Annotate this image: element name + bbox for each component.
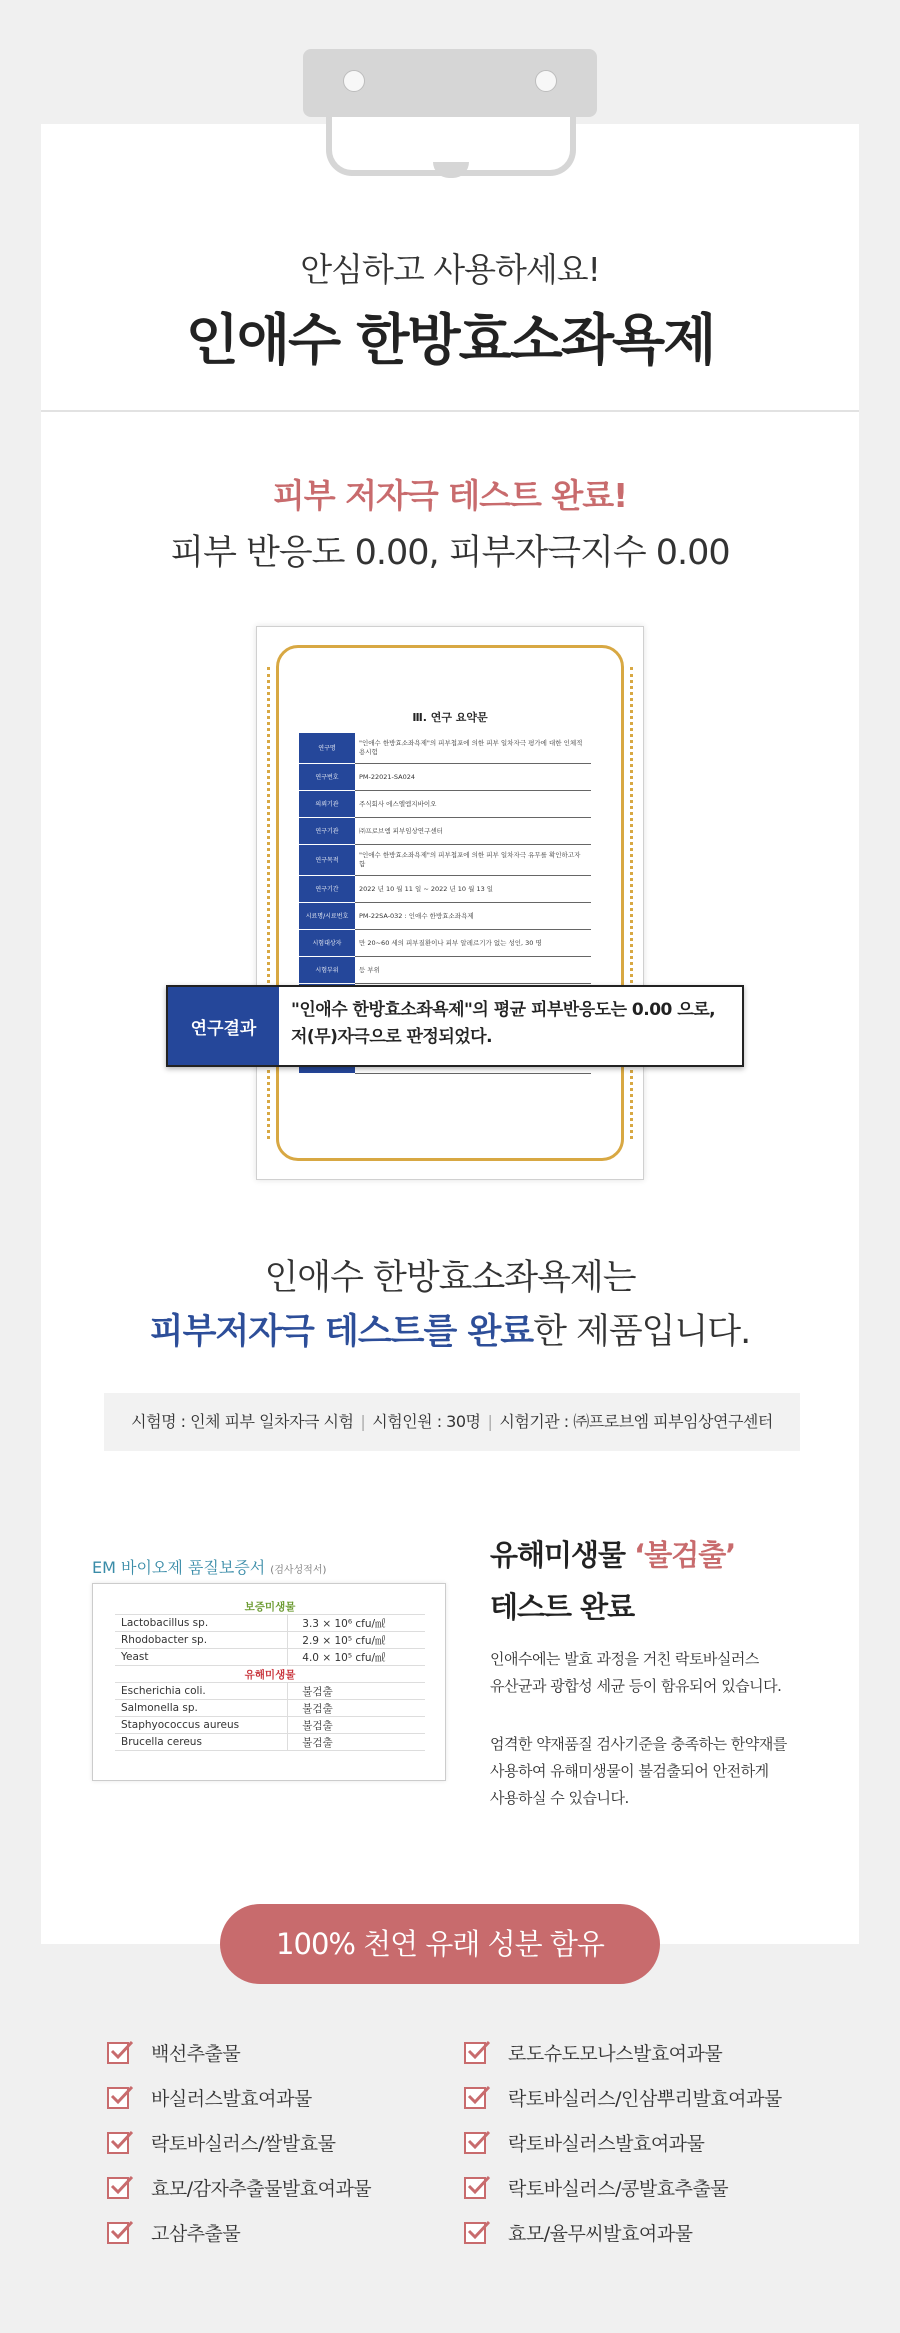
microbe-value: 불검출 xyxy=(288,1683,425,1700)
ingredient-name: 고삼추출물 xyxy=(151,2223,241,2245)
list-item xyxy=(107,2165,371,2210)
ingredient-name: 락토바실러스발효여과물 xyxy=(508,2133,705,2155)
cert-row-value: PM-22021-SA024 xyxy=(355,764,591,791)
skin-test-title: 피부 저자극 테스트 완료! xyxy=(272,476,628,515)
cert-row xyxy=(299,930,591,957)
beneficial-header: 보증미생물 xyxy=(115,1598,425,1615)
microbe-title-highlight: ‘불검출’ xyxy=(634,1538,736,1572)
microbe-value: 불검출 xyxy=(288,1734,425,1751)
clipboard-clip-icon xyxy=(303,49,597,117)
paragraph-line: 엄격한 약재품질 검사기준을 충족하는 한약재를 xyxy=(490,1735,787,1753)
em-title-text: EM 바이오제 품질보증서 xyxy=(92,1558,266,1577)
microbe-paragraph-1 xyxy=(490,1646,850,1700)
certificate-dots-right xyxy=(630,667,633,1139)
cert-row xyxy=(299,957,591,984)
checkbox-checked-icon xyxy=(464,2177,486,2199)
checkbox-checked-icon xyxy=(107,2177,129,2199)
result-line-2: 저(무)자극으로 판정되었다. xyxy=(291,1027,493,1047)
cert-row-value: 등 부위 xyxy=(355,957,591,984)
cert-row-value: PM-22SA-032 : 인애수 한방효소좌욕제 xyxy=(355,903,591,930)
result-key: 연구결과 xyxy=(168,987,279,1065)
list-item xyxy=(464,2165,782,2210)
checkbox-checked-icon xyxy=(464,2087,486,2109)
conclusion-rest: 한 제품입니다. xyxy=(533,1312,751,1352)
microbe-title-prefix: 유해미생물 xyxy=(490,1538,635,1572)
cert-row xyxy=(299,733,591,764)
checkbox-checked-icon xyxy=(107,2222,129,2244)
cert-row-value: 주식회사 에스엘엠지바이오 xyxy=(355,791,591,818)
microbe-value: 3.3 × 10⁶ cfu/㎖ xyxy=(288,1615,425,1632)
cert-row-key: 시료명/시료번호 xyxy=(299,903,355,930)
conclusion-line-2 xyxy=(0,1304,900,1354)
cert-row xyxy=(299,845,591,876)
table-row xyxy=(115,1717,425,1734)
cert-row-key: 연구기간 xyxy=(299,876,355,903)
ingredient-name: 효모/율무씨발효여과물 xyxy=(508,2223,693,2245)
microbe-title xyxy=(490,1533,735,1574)
harmful-header: 유해미생물 xyxy=(115,1666,425,1683)
result-value xyxy=(279,987,742,1065)
table-row xyxy=(115,1683,425,1700)
header-subtitle: 안심하고 사용하세요! xyxy=(300,250,600,289)
microbe-name: Staphyococcus aureus xyxy=(115,1717,288,1734)
cert-row-key: 연구번호 xyxy=(299,764,355,791)
paragraph-line: 인애수에는 발효 과정을 거친 락토바실러스 xyxy=(490,1650,759,1668)
certificate-heading: Ⅲ. 연구 요약문 xyxy=(412,711,488,724)
microbe-value: 4.0 × 10⁵ cfu/㎖ xyxy=(288,1649,425,1666)
microbe-value: 불검출 xyxy=(288,1717,425,1734)
ingredient-list-right xyxy=(464,2030,782,2255)
cert-row xyxy=(299,791,591,818)
em-table-box xyxy=(92,1583,446,1781)
list-item xyxy=(107,2030,371,2075)
checkbox-checked-icon xyxy=(464,2132,486,2154)
microbe-name: Yeast xyxy=(115,1649,288,1666)
paragraph-line: 사용하여 유해미생물이 불검출되어 안전하게 xyxy=(490,1762,769,1780)
cert-row xyxy=(299,903,591,930)
microbe-paragraph-2 xyxy=(490,1731,850,1812)
list-item xyxy=(464,2030,782,2075)
cert-row-key: 연구명 xyxy=(299,733,355,764)
em-quality-certificate xyxy=(86,1541,446,1821)
ingredient-name: 바실러스발효여과물 xyxy=(151,2088,312,2110)
microbe-name: Lactobacillus sp. xyxy=(115,1615,288,1632)
conclusion-highlight: 피부저자극 테스트를 완료 xyxy=(149,1312,534,1352)
table-row xyxy=(115,1700,425,1717)
ingredient-name: 로도슈도모나스발효여과물 xyxy=(508,2043,723,2065)
microbe-name: Rhodobacter sp. xyxy=(115,1632,288,1649)
ingredient-list-left xyxy=(107,2030,371,2255)
checkbox-checked-icon xyxy=(464,2222,486,2244)
table-row xyxy=(115,1615,425,1632)
checkbox-checked-icon xyxy=(107,2087,129,2109)
header-divider xyxy=(41,410,859,412)
em-microbe-table xyxy=(115,1598,425,1751)
certificate-document xyxy=(256,626,644,1180)
checkbox-checked-icon xyxy=(107,2132,129,2154)
cert-row-key: 연구목적 xyxy=(299,845,355,876)
cert-row-key: 연구기관 xyxy=(299,818,355,845)
list-item xyxy=(107,2075,371,2120)
cert-row-value: "인애수 한방효소좌욕제"의 피부첩포에 의한 피부 일차자극 평가에 대한 인체적용시험 xyxy=(355,733,591,764)
cert-row-value: ㈜프로브엠 피부임상연구센터 xyxy=(355,818,591,845)
checkbox-checked-icon xyxy=(107,2042,129,2064)
paragraph-line: 사용하실 수 있습니다. xyxy=(490,1789,629,1807)
product-title: 인애수 한방효소좌욕제 xyxy=(185,308,715,372)
ingredient-name: 백선추출물 xyxy=(151,2043,241,2065)
certificate-dots-left xyxy=(267,667,270,1139)
list-item xyxy=(107,2120,371,2165)
cert-row-key: 의뢰기관 xyxy=(299,791,355,818)
cert-row-key: 시험대상자 xyxy=(299,930,355,957)
microbe-value: 불검출 xyxy=(288,1700,425,1717)
info-separator: | xyxy=(487,1412,493,1431)
microbe-name: Escherichia coli. xyxy=(115,1683,288,1700)
microbe-name: Brucella cereus xyxy=(115,1734,288,1751)
cert-row xyxy=(299,876,591,903)
skin-test-subtitle: 피부 반응도 0.00, 피부자극지수 0.00 xyxy=(170,533,730,573)
table-row xyxy=(115,1649,425,1666)
test-participants: 시험인원 : 30명 xyxy=(372,1412,481,1431)
clip-hole-left xyxy=(343,70,365,92)
microbe-value: 2.9 × 10⁵ cfu/㎖ xyxy=(288,1632,425,1649)
cert-row-value: "인애수 한방효소좌욕제"의 피부첩포에 의한 피부 일차자극 유무를 확인하고자 함 xyxy=(355,845,591,876)
list-item xyxy=(107,2210,371,2255)
em-title-note: (검사성적서) xyxy=(270,1565,327,1576)
result-line-1: "인애수 한방효소좌욕제"의 평균 피부반응도는 0.00 으로, xyxy=(291,1000,716,1020)
cert-row xyxy=(299,764,591,791)
list-item xyxy=(464,2075,782,2120)
natural-ingredients-badge: 100% 천연 유래 성분 함유 xyxy=(220,1904,660,1984)
em-card-title xyxy=(92,1555,326,1578)
paragraph-line: 유산균과 광합성 세균 등이 함유되어 있습니다. xyxy=(490,1677,782,1695)
clip-hole-right xyxy=(535,70,557,92)
info-separator: | xyxy=(360,1412,366,1431)
list-item xyxy=(464,2120,782,2165)
table-row xyxy=(115,1632,425,1649)
table-row xyxy=(115,1734,425,1751)
cert-row-key: 시험부위 xyxy=(299,957,355,984)
list-item xyxy=(464,2210,782,2255)
test-name: 시험명 : 인체 피부 일차자극 시험 xyxy=(131,1412,354,1431)
ingredient-name: 락토바실러스/쌀발효물 xyxy=(151,2133,336,2155)
conclusion-line-1: 인애수 한방효소좌욕제는 xyxy=(264,1258,636,1298)
research-result-callout xyxy=(166,985,744,1067)
ingredient-name: 락토바실러스/인삼뿌리발효여과물 xyxy=(508,2088,782,2110)
test-info-bar xyxy=(104,1393,800,1451)
ingredient-name: 락토바실러스/콩발효추출물 xyxy=(508,2178,729,2200)
test-institution: 시험기관 : ㈜프로브엠 피부임상연구센터 xyxy=(499,1412,773,1431)
microbe-title-line-2: 테스트 완료 xyxy=(490,1590,635,1624)
checkbox-checked-icon xyxy=(464,2042,486,2064)
cert-row xyxy=(299,818,591,845)
cert-row-value: 2022 년 10 월 11 일 ~ 2022 년 10 월 13 일 xyxy=(355,876,591,903)
ingredient-name: 효모/감자추출물발효여과물 xyxy=(151,2178,372,2200)
cert-row-value: 만 20~60 세의 피부질환이나 피부 알레르기가 없는 성인, 30 명 xyxy=(355,930,591,957)
microbe-name: Salmonella sp. xyxy=(115,1700,288,1717)
